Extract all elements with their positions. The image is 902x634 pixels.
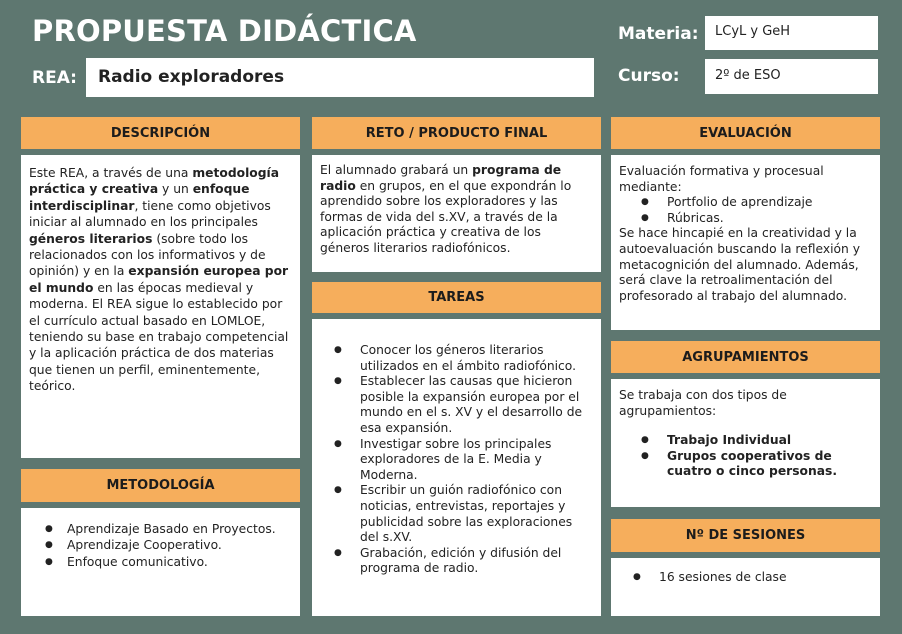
list-item: ● Establecer las causas que hicieron posible la expansión europea por el mundo en el s. XV y el desarrollo de esa expansión. (312, 374, 593, 436)
reto-text: en grupos, en el que expondrán lo aprendido sobre los exploradores y las formas de vida del s.XV, a través de la aplicación práctica y creativa de los géneros literarios radiofónicos. (320, 178, 572, 255)
list-item: ● Trabajo Individual (619, 433, 874, 449)
evaluacion-list (619, 195, 874, 226)
agrupamientos-intro: Se trabaja con dos tipos de agrupamientos: (619, 388, 787, 418)
evaluacion-card (611, 155, 880, 330)
agrupamientos-heading: AGRUPAMIENTOS (611, 341, 880, 373)
reto-heading: RETO / PRODUCTO FINAL (312, 117, 601, 149)
list-item: ● Aprendizaje Cooperativo. (37, 537, 294, 553)
evaluacion-intro: Evaluación formativa y procesual mediante: (619, 164, 824, 194)
list-item: ● 16 sesiones de clase (611, 569, 874, 585)
rea-label: REA: (32, 68, 77, 88)
descripcion-bold: expansión europea por el mundo (29, 264, 289, 295)
metodologia-list (37, 521, 294, 570)
descripcion-text: Este REA, a través de una (29, 166, 193, 180)
materia-label: Materia: (618, 24, 699, 44)
sesiones-list (611, 569, 874, 585)
metodologia-card (21, 508, 300, 616)
sesiones-card (611, 558, 880, 616)
descripcion-bold: enfoque interdisciplinar (29, 182, 250, 213)
tareas-card (312, 319, 601, 616)
reto-text: El alumnado grabará un (320, 163, 473, 177)
list-item: ● Grupos cooperativos de cuatro o cinco personas. (619, 449, 874, 480)
metodologia-heading: METODOLOGÍA (21, 469, 300, 502)
descripcion-text: y un (158, 182, 193, 197)
list-item: ● Aprendizaje Basado en Proyectos. (37, 521, 294, 537)
agrupamientos-card (611, 379, 880, 507)
reto-card (312, 155, 601, 272)
descripcion-card (21, 155, 300, 458)
reto-bold: programa de radio (320, 163, 562, 193)
evaluacion-heading: EVALUACIÓN (611, 117, 880, 149)
list-item: ● Enfoque comunicativo. (37, 554, 294, 570)
evaluacion-outro: Se hace hincapié en la creatividad y la autoevaluación buscando la reflexión y metacognición del alumnado. Además, será clave la retroalimentación del profesorado al trabajo del alumnado. (619, 226, 861, 303)
page-title: PROPUESTA DIDÁCTICA (32, 14, 417, 48)
curso-label: Curso: (618, 66, 680, 86)
descripcion-text: , tiene como objetivos iniciar al alumnado en los principales (29, 198, 271, 230)
list-item: ● Escribir un guión radiofónico con noticias, entrevistas, reportajes y publicidad sobre las exploraciones del s.XV. (312, 483, 593, 545)
descripcion-text: (sobre todo los relacionados con los informativos y de opinión) y en la (29, 231, 266, 279)
agrupamientos-list (619, 433, 874, 480)
materia-value: LCyL y GeH (715, 24, 791, 39)
rea-value: Radio exploradores (98, 67, 285, 87)
descripcion-text: en las épocas medieval y moderna. El REA sigue lo establecido por el currículo actual basado en LOMLOE, teniendo su base en trabajo competencial y la aplicación práctica de dos materias que tienen un perfil, eminentemente, teórico. (29, 280, 289, 394)
list-item: ● Investigar sobre los principales exploradores de la E. Media y Moderna. (312, 437, 593, 484)
list-item: ● Conocer los géneros literarios utilizados en el ámbito radiofónico. (312, 343, 593, 374)
curso-field (705, 59, 878, 94)
descripcion-bold: metodología práctica y creativa (29, 166, 280, 197)
list-item: ● Rúbricas. (619, 211, 874, 227)
tareas-list (312, 343, 593, 577)
curso-value: 2º de ESO (715, 68, 781, 83)
list-item: ● Portfolio de aprendizaje (619, 195, 874, 211)
materia-field (705, 16, 878, 50)
rea-field (86, 58, 594, 97)
list-item: ● Grabación, edición y difusión del programa de radio. (312, 546, 593, 577)
sesiones-heading: Nº DE SESIONES (611, 519, 880, 552)
descripcion-bold: géneros literarios (29, 231, 153, 246)
descripcion-heading: DESCRIPCIÓN (21, 117, 300, 149)
tareas-heading: TAREAS (312, 282, 601, 313)
